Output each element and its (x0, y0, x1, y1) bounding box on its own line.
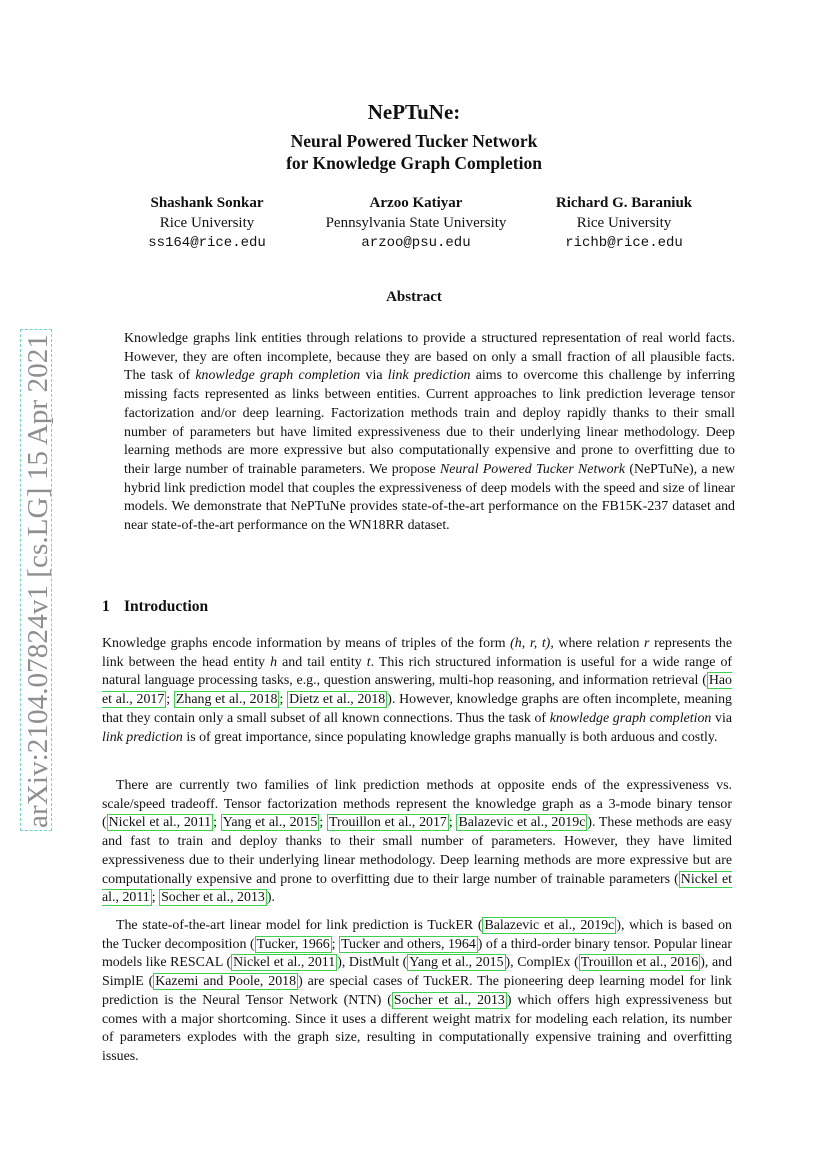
section-heading (102, 598, 208, 616)
abstract-emphasis: link prediction (387, 368, 471, 384)
paragraph-text: ). These methods are easy and fast to train and deploy thanks to their small number of parameters. However, they have limited expressiveness due to their underlying linear methodology. Deep learning methods are more expressive but are computationally expensive and prone to overfitting due to their large number of trainable parameters ( (102, 815, 732, 887)
citation-link[interactable]: Balazevic et al., 2019c (484, 918, 615, 933)
math-expression: (h, r, t) (510, 636, 551, 651)
author-email: richb@rice.edu (565, 235, 683, 251)
paragraph-text: ; (213, 815, 221, 831)
citation-link[interactable]: Yang et al., 2015 (409, 955, 504, 971)
paragraph-emphasis: knowledge graph completion (549, 710, 712, 726)
citation-link[interactable]: Socher et al., 2013 (393, 992, 505, 1008)
paragraph-emphasis: link prediction (102, 729, 183, 745)
paper-title: NePTuNe: (367, 100, 461, 124)
citation-link[interactable]: Kazemi and Poole, 2018 (155, 974, 297, 990)
paragraph-text: ). However, knowledge graphs are often incomplete, meaning that they contain only a small subset of all known connections. Thus the task of (102, 692, 732, 726)
arxiv-identifier[interactable]: arXiv:2104.07824v1 [cs.LG] 15 Apr 2021 (23, 355, 54, 828)
math-expression: t (366, 654, 371, 670)
paragraph-text: and tail entity (277, 654, 367, 670)
paragraph-text: represents the link between the head entity (102, 636, 732, 670)
paper-subtitle-line-2: for Knowledge Graph Completion (286, 153, 542, 173)
paragraph-text: . This rich structured information is useful for a wide range of natural language processing tasks, e.g., question answering, multi-hop reasoning, and information retrieval ( (102, 654, 733, 689)
citation-link[interactable]: Nickel et al., 2011 (233, 955, 336, 971)
paragraph-text: ) of a third-order binary tensor. Popular linear models like RESCAL ( (102, 936, 732, 971)
paragraph-text: ), which is based on the Tucker decomposition ( (102, 918, 732, 952)
paragraph-text: ; (279, 692, 288, 708)
paragraph-text: ), DistMult ( (337, 955, 408, 971)
author-block-1 (117, 193, 297, 253)
citation-link[interactable]: Tucker, 1966 (256, 936, 330, 952)
author-block-3 (532, 193, 716, 253)
arxiv-sidebar-frame (20, 329, 52, 831)
section-title: Introduction (124, 598, 209, 615)
paragraph-text: ; (166, 692, 174, 708)
author-affiliation: Rice University (159, 215, 255, 231)
paragraph-text: The state-of-the-art linear model for link prediction is TuckER ( (116, 918, 483, 933)
citation-link[interactable]: Zhang et al., 2018 (175, 692, 278, 708)
citation-link[interactable]: Hao et al., 2017 (102, 673, 732, 708)
section-number: 1 (102, 598, 110, 615)
abstract-emphasis: Neural Powered Tucker Network (439, 461, 626, 477)
citation-link[interactable]: Nickel et al., 2011 (102, 871, 732, 906)
paragraph-text: ; (448, 815, 457, 831)
paragraph-text: ). (266, 890, 275, 906)
author-affiliation: Rice University (576, 215, 672, 231)
paper-subtitle-line-1: Neural Powered Tucker Network (290, 131, 538, 151)
citation-link[interactable]: Nickel et al., 2011 (108, 815, 212, 831)
paragraph-text: is of great importance, since populating knowledge graphs manually is both arduous and costly. (182, 729, 718, 745)
math-expression: h (270, 654, 278, 670)
abstract-body (124, 330, 735, 536)
author-name: Shashank Sonkar (150, 195, 264, 211)
citation-link[interactable]: Tucker and others, 1964 (341, 936, 476, 952)
paragraph-text: There are currently two families of link prediction methods at opposite ends of the expressiveness vs. scale/speed tradeoff. Tensor factorization methods represent the knowledge graph as a 3-mode binary tensor ( (102, 778, 732, 831)
citation-link[interactable]: Dietz et al., 2018 (289, 692, 386, 708)
citation-link[interactable]: Socher et al., 2013 (161, 890, 265, 906)
paragraph-text: ; (331, 936, 340, 952)
abstract-text: via (360, 368, 388, 384)
citation-link[interactable]: Balazevic et al., 2019c (458, 815, 586, 831)
math-expression: r (644, 636, 650, 651)
author-email: arzoo@psu.edu (361, 235, 471, 251)
paragraph-text: ), and SimplE ( (102, 955, 733, 990)
paragraph-text: ) are special cases of TuckER. The pioneering deep learning model for link prediction is the Neural Tensor Network (NTN) ( (102, 974, 732, 1008)
citation-link[interactable]: Yang et al., 2015 (222, 815, 318, 831)
paragraph-text: ) which offers high expressiveness but comes with a major shortcoming. Since it uses a different weight matrix for modeling each relation, its number of parameters explodes with the graph size, resulting in computationally expensive training and overfitting issues. (102, 992, 733, 1064)
paragraph-1 (102, 635, 732, 747)
paragraph-text: Knowledge graphs encode information by means of triples of the form (102, 636, 511, 651)
abstract-text: Knowledge graphs link entities through relations to provide a structured representation of real world facts. However, they are often incomplete, because they are based on only a small fraction of all plausible facts. The task of (124, 331, 735, 384)
paragraph-3 (102, 917, 732, 1067)
abstract-text: aims to overcome this challenge by inferring missing facts represented as links between entities. Current approaches to link prediction leverage tensor factorization and/or deep learning. Factorization methods train and deploy rapidly thanks to their small number of parameters but have limited expressiveness due to their underlying linear methodology. Deep learning methods are more expressive but also computationally expensive and prone to overfitting due to their large number of trainable parameters. We propose (124, 368, 735, 477)
paragraph-text: ), ComplEx ( (505, 955, 579, 971)
abstract-text: (NePTuNe), a new hybrid link prediction model that couples the expressiveness of deep models with the speed and size of linear models. We demonstrate that NePTuNe provides state-of-the-art performance on the FB15K-237 dataset and near state-of-the-art performance on the WN18RR dataset. (124, 461, 735, 534)
author-block-2 (306, 193, 526, 253)
paragraph-text: ; (151, 890, 160, 906)
author-name: Arzoo Katiyar (369, 195, 463, 211)
arxiv-sidebar (16, 325, 56, 835)
paragraph-text: ; (319, 815, 327, 831)
paragraph-text: via (711, 710, 733, 726)
author-name: Richard G. Baraniuk (555, 195, 693, 211)
author-email: ss164@rice.edu (148, 235, 266, 251)
abstract-emphasis: knowledge graph completion (195, 368, 361, 384)
author-affiliation: Pennsylvania State University (325, 215, 507, 231)
citation-link[interactable]: Trouillon et al., 2017 (328, 815, 447, 831)
abstract-heading: Abstract (386, 289, 442, 305)
paragraph-2 (102, 777, 732, 908)
citation-link[interactable]: Trouillon et al., 2016 (580, 955, 699, 971)
paragraph-text: , where relation (550, 636, 645, 651)
